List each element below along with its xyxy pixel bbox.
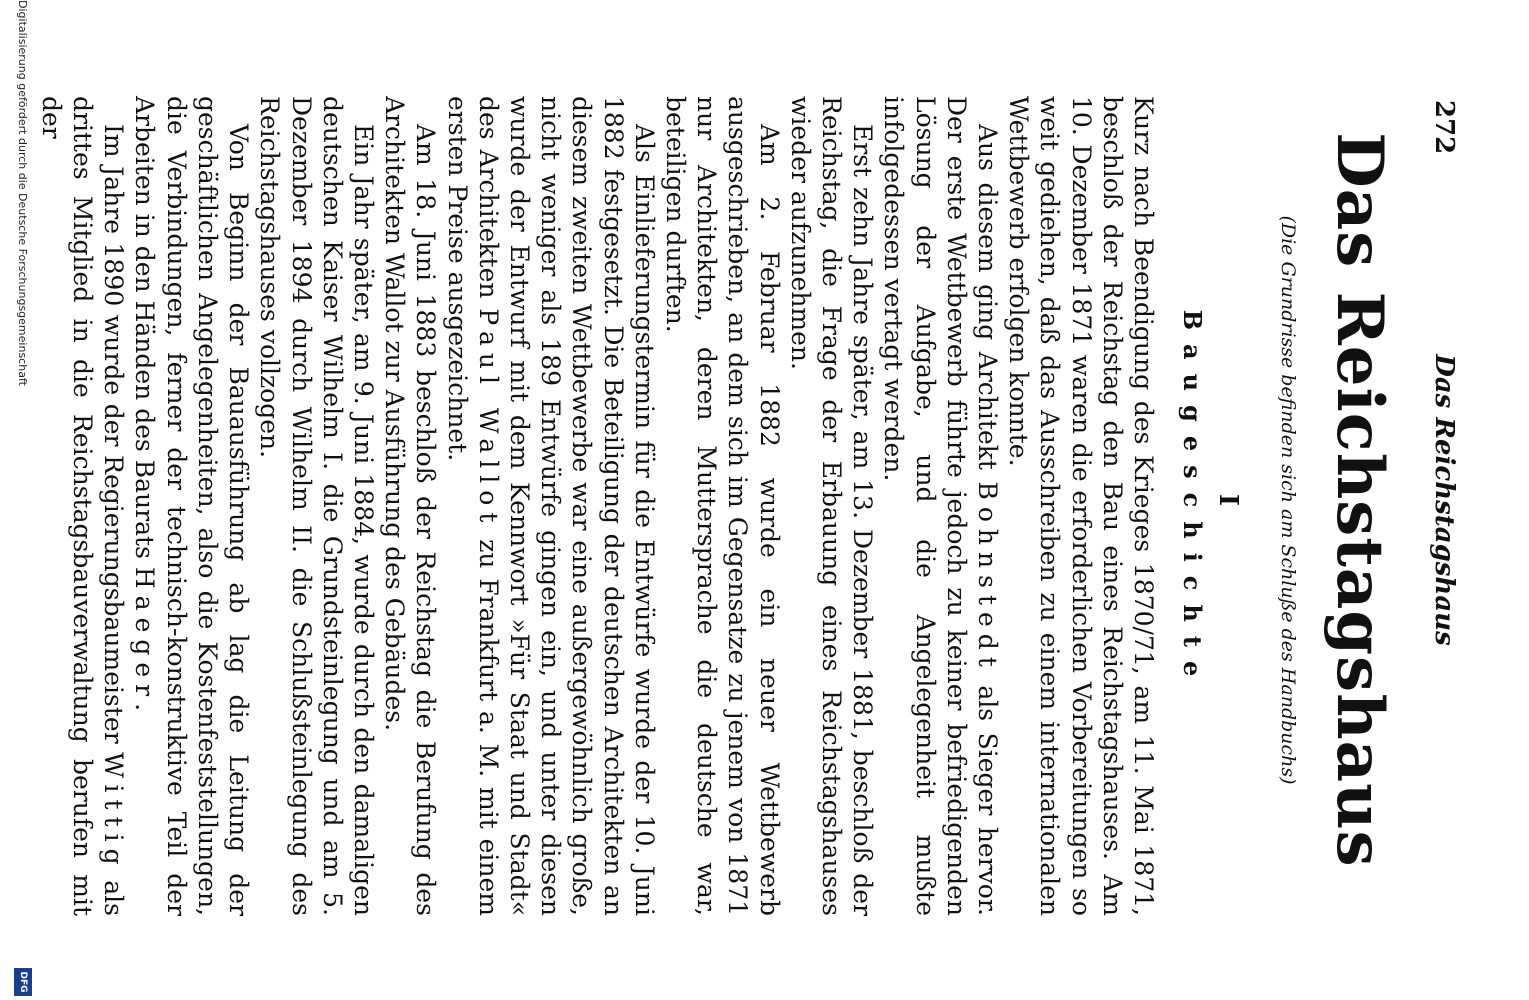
running-head <box>1419 0 1459 1000</box>
paragraph <box>441 96 659 916</box>
document-title: Das Reichstagshaus <box>1322 132 1397 868</box>
spaced-name: Paul Wallot <box>473 308 503 530</box>
paragraph <box>660 96 785 916</box>
paragraph-text: Erst zehn Jahre später, am 13. Dezember 1881, beschloß der Reichstag, die Frage der Erbauung eines Reichstagshauses wieder aufzunehmen. <box>785 96 878 916</box>
paragraph-text: Als Einlieferungstermin für die Entwürfe wurde der 10. Juni 1882 festgesetzt. Die Beteiligung der deutschen Architekten an diesem zweiten Wettbewerbe war eine außergewöhnlich große, nicht weniger als 189 Entwürfe gingen ein, und unter diesen wurde der Entwurf mit dem Kennwort »Für Staat und Stadt« des Architekten <box>473 96 659 916</box>
paragraph-text: als Sieger hervor. Der erste Wettbewerb führte jedoch zu keiner befriedigenden Lösung der Aufgabe, und die Angelegenheit mußte infolgedessen vertagt werden. <box>879 96 1002 917</box>
spaced-name: Wittig <box>99 752 129 872</box>
paragraph-text: als drittes Mitglied in die Reichstagsbauverwaltung berufen mit der <box>36 96 129 916</box>
paragraph <box>254 96 379 916</box>
paragraph <box>878 96 1003 916</box>
paragraph-text: Von Beginn der Bauausführung ab lag die Leitung der geschäftlichen Angelegenheiten, also die Kostenfeststellungen, die Verbindungen, ferner der technisch-konstruktive Teil der Arbeiten in den Händen des Baurats <box>130 96 254 916</box>
running-head-title: Das Reichstagshaus <box>1429 354 1459 646</box>
paragraph-text: zu Frankfurt a. M. mit einem ersten Preise ausgezeichnet. <box>442 96 503 916</box>
dfg-logo: DFG <box>14 968 32 996</box>
spaced-name: Bohnstedt <box>972 481 1002 674</box>
paragraph <box>785 96 879 916</box>
paragraph <box>129 96 254 916</box>
paragraph-text: Am 18. Juni 1883 beschloß der Reichstag die Berufung des Architekten Wallot zur Ausführung des Gebäudes. <box>380 96 441 916</box>
paragraph-text: . <box>130 703 160 712</box>
paragraph <box>1003 96 1159 916</box>
paragraph <box>379 96 441 916</box>
digitization-credit: Digitalisierung gefördert durch die Deutsche Forschungsgemeinschaft <box>16 0 29 386</box>
spaced-name: Haeger <box>130 566 160 704</box>
paragraph-text: Am 2. Februar 1882 wurde ein neuer Wettbewerb ausgeschrieben, an dem sich im Gegensatze zu jenem von 1871 nur Architekten, deren Muttersprache die deutsche war, beteiligen durften. <box>660 96 784 916</box>
document-subtitle: (Die Grundrisse befinden sich am Schluße des Handbuchs) <box>1277 215 1299 785</box>
paragraph <box>36 96 130 916</box>
page-number: 272 <box>1429 100 1459 155</box>
section-numeral: I <box>1213 493 1243 507</box>
body-text <box>36 96 1159 916</box>
section-heading: Baugeschichte <box>1178 309 1207 691</box>
paragraph-text: Im Jahre 1890 wurde der Regierungsbaumeister <box>99 124 129 753</box>
paragraph-text: Ein Jahr später, am 9. Juni 1884, wurde durch den damaligen deutschen Kaiser Wilhelm I. die Grundsteinlegung und am 5. Dezember 1894 durch Wilhelm II. die Schlußsteinlegung des Reichstagshauses vollzogen. <box>255 96 378 916</box>
paragraph-text: Kurz nach Beendigung des Krieges 1870/71, am 11. Mai 1871, beschloß der Reichstag den Bau eines Reichstagshauses. Am 10. Dezember 1871 waren die erforderlichen Vorbereitungen so weit gediehen, daß das Ausschreiben zu einem internationalen Wettbewerb erfolgen konnte. <box>1004 96 1158 916</box>
paragraph-text: Aus diesem ging Architekt <box>972 124 1002 482</box>
